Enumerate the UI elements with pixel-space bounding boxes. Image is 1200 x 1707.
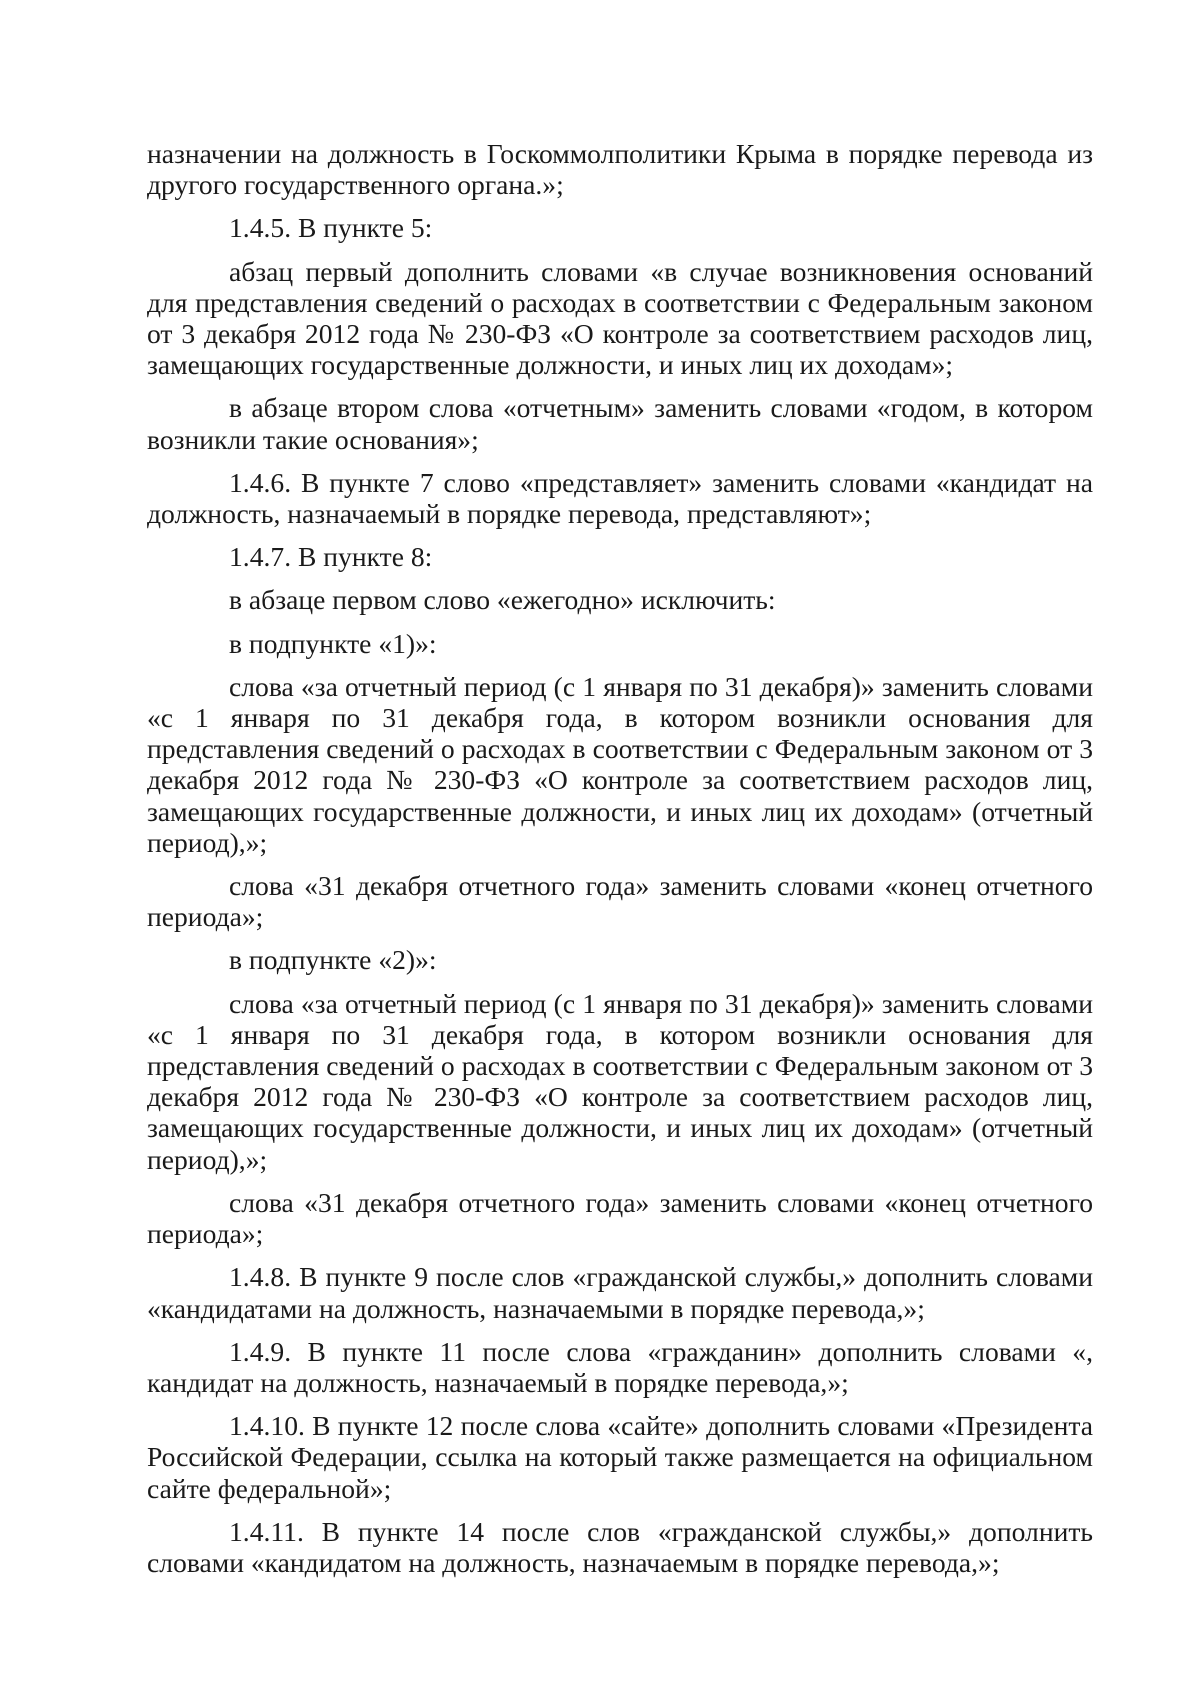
paragraph-item-1-4-5-a: абзац первый дополнить словами «в случае возникновения оснований для представления сведений о расходах в соответствии с Федеральным законом от 3 декабря 2012 года № 230-ФЗ «О контроле за соответствием расходов лиц, замещающих государственные должности, и иных лиц их доходам»; bbox=[147, 255, 1093, 381]
paragraph-item-1-4-7: 1.4.7. В пункте 8: bbox=[229, 541, 433, 573]
document-body bbox=[147, 138, 1093, 1590]
paragraph-item-1-4-6: 1.4.6. В пункте 7 слово «представляет» заменить словами «кандидат на должность, назначаемый в порядке перевода, представляют»; bbox=[147, 466, 1093, 530]
paragraph-subitem-2-a: слова «за отчетный период (с 1 января по 31 декабря)» заменить словами «с 1 января по 31 декабря года, в котором возникли основания для представления сведений о расходах в соответствии с Федеральным законом от 3 декабря 2012 года № 230-ФЗ «О контроле за соответствием расходов лиц, замещающих государственные должности, и иных лиц их доходам» (отчетный период),»; bbox=[147, 987, 1093, 1175]
paragraph-item-1-4-11: 1.4.11. В пункте 14 после слов «гражданской службы,» дополнить словами «кандидатом на должность, назначаемым в порядке перевода,»; bbox=[147, 1515, 1093, 1578]
paragraph-subitem-1: в подпункте «1)»: bbox=[229, 627, 437, 659]
paragraph-item-1-4-8: 1.4.8. В пункте 9 после слов «гражданской службы,» дополнить словами «кандидатами на должность, назначаемыми в порядке перевода,»; bbox=[147, 1261, 1093, 1324]
paragraph-subitem-1-a: слова «за отчетный период (с 1 января по 31 декабря)» заменить словами «с 1 января по 31 декабря года, в котором возникли основания для представления сведений о расходах в соответствии с Федеральным законом от 3 декабря 2012 года № 230-ФЗ «О контроле за соответствием расходов лиц, замещающих государственные должности, и иных лиц их доходам» (отчетный период),»; bbox=[147, 670, 1093, 858]
paragraph-item-1-4-5-b: в абзаце втором слова «отчетным» заменить словами «годом, в котором возникли такие основания»; bbox=[147, 392, 1093, 455]
paragraph-subitem-2: в подпункте «2)»: bbox=[229, 944, 437, 976]
paragraph-subitem-2-b: слова «31 декабря отчетного года» заменить словами «конец отчетного периода»; bbox=[147, 1186, 1093, 1250]
paragraph-item-1-4-9: 1.4.9. В пункте 11 после слова «гражданин» дополнить словами «, кандидат на должность, назначаемый в порядке перевода,»; bbox=[147, 1335, 1093, 1398]
paragraph-item-1-4-5: 1.4.5. В пункте 5: bbox=[229, 212, 433, 244]
paragraph-continuation: назначении на должность в Госкоммолполитики Крыма в порядке перевода из другого государственного органа.»; bbox=[147, 138, 1093, 201]
paragraph-item-1-4-7-a: в абзаце первом слово «ежегодно» исключить: bbox=[229, 584, 776, 616]
paragraph-subitem-1-b: слова «31 декабря отчетного года» заменить словами «конец отчетного периода»; bbox=[147, 870, 1093, 933]
paragraph-item-1-4-10: 1.4.10. В пункте 12 после слова «сайте» дополнить словами «Президента Российской Федерации, ссылка на который также размещается на официальном сайте федеральной»; bbox=[147, 1410, 1093, 1504]
